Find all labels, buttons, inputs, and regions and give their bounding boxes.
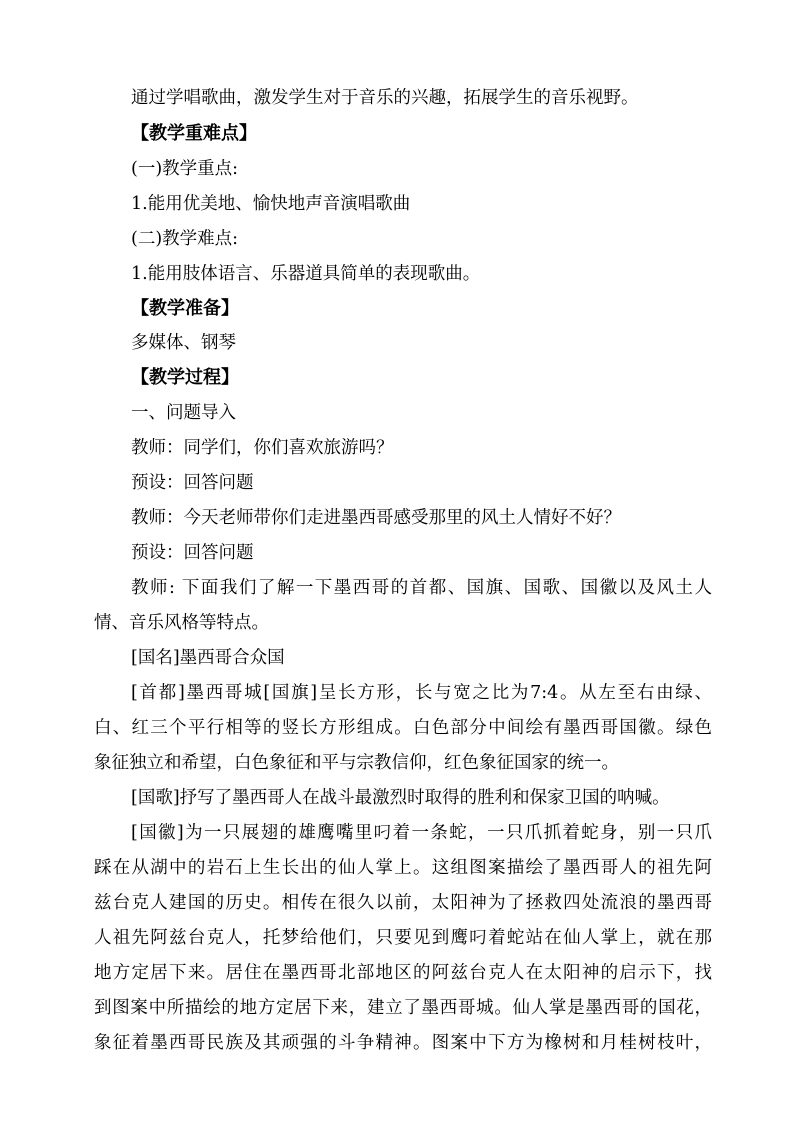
emblem-paragraph-line: 兹台克人建国的历史。相传在很久以前，太阳神为了拯救四处流浪的墨西哥 [94, 893, 712, 913]
section-heading-key-points: 【教学重难点】 [131, 123, 257, 144]
intro-paragraph: 通过学唱歌曲，激发学生对于音乐的兴趣，拓展学生的音乐视野。 [131, 88, 639, 108]
emblem-paragraph-line: 地方定居下来。居住在墨西哥北部地区的阿兹台克人在太阳神的启示下，找 [94, 963, 712, 983]
section-heading-prep: 【教学准备】 [131, 298, 239, 319]
dialogue-line: 教师：今天老师带你们走进墨西哥感受那里的风土人情好不好？ [131, 508, 621, 528]
capital-paragraph-line: 白、红三个平行相等的竖长方形组成。白色部分中间绘有墨西哥国徽。绿色 [94, 718, 712, 738]
difficulty-subheading: (二)教学难点: [131, 229, 239, 249]
teacher-paragraph-line: 情、音乐风格等特点。 [94, 613, 269, 633]
process-subheading: 一、问题导入 [131, 403, 236, 423]
emblem-paragraph-line: 人祖先阿兹台克人，托梦给他们，只要见到鹰叼着蛇站在仙人掌上，就在那 [94, 928, 712, 948]
country-name-paragraph: [国名]墨西哥合众国 [131, 648, 285, 668]
emblem-paragraph-line: 象征着墨西哥民族及其顽强的斗争精神。图案中下方为橡树和月桂树枝叶， [94, 1033, 712, 1053]
emblem-paragraph-line: [国徽]为一只展翅的雄鹰嘴里叼着一条蛇，一只爪抓着蛇身，别一只爪 [131, 823, 712, 843]
prep-text: 多媒体、钢琴 [131, 333, 236, 353]
key-points-subheading: (一)教学重点: [131, 159, 239, 179]
key-point-item: 1.能用优美地、愉快地声音演唱歌曲 [131, 194, 411, 214]
anthem-paragraph: [国歌]抒写了墨西哥人在战斗最激烈时取得的胜利和保家卫国的呐喊。 [131, 788, 670, 808]
capital-paragraph-line: 象征独立和希望，白色象征和平与宗教信仰，红色象征国家的统一。 [94, 753, 619, 773]
dialogue-line: 预设：回答问题 [131, 543, 254, 563]
teacher-paragraph-line: 教师: 下面我们了解一下墨西哥的首都、国旗、国歌、国徽以及风土人 [131, 578, 712, 598]
dialogue-line: 预设：回答问题 [131, 473, 254, 493]
emblem-paragraph-line: 到图案中所描绘的地方定居下来，建立了墨西哥城。仙人掌是墨西哥的国花， [94, 998, 712, 1018]
difficulty-item: 1.能用肢体语言、乐器道具简单的表现歌曲。 [131, 264, 481, 284]
capital-paragraph-line: [首都]墨西哥城[国旗]呈长方形，长与宽之比为7:4。从左至右由绿、 [131, 683, 712, 703]
section-heading-process: 【教学过程】 [131, 367, 239, 388]
emblem-paragraph-line: 踩在从湖中的岩石上生长出的仙人掌上。这组图案描绘了墨西哥人的祖先阿 [94, 858, 712, 878]
dialogue-line: 教师：同学们，你们喜欢旅游吗？ [131, 438, 394, 458]
